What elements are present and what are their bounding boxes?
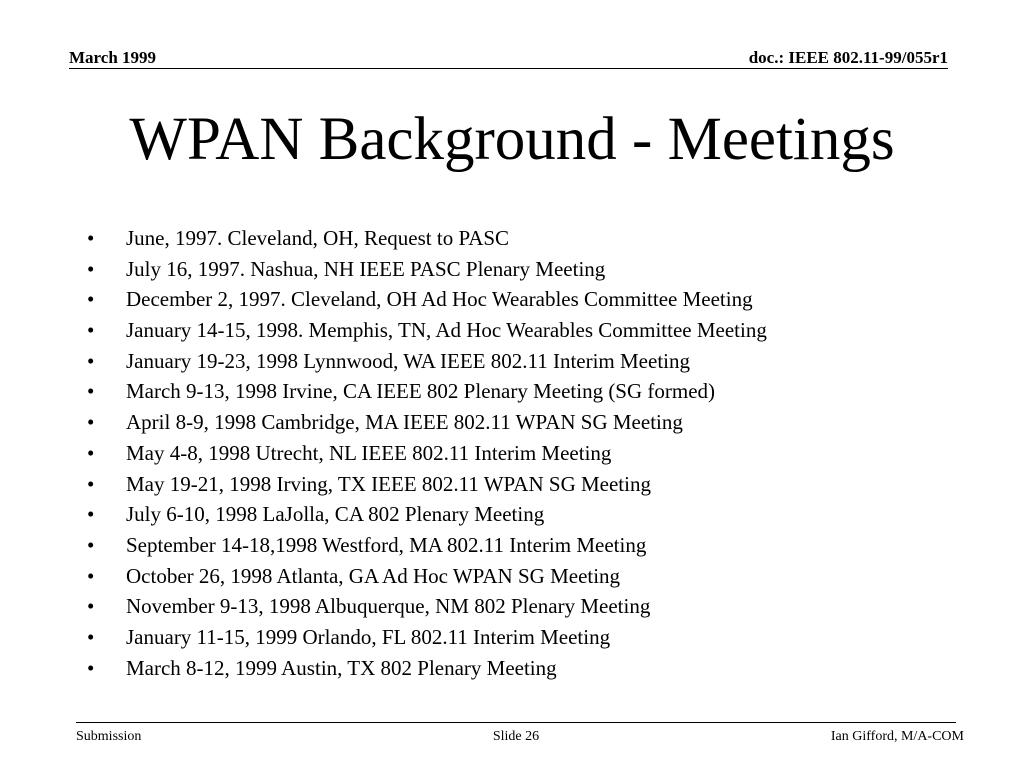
meeting-list-item — [87, 284, 767, 315]
meeting-text: January 11-15, 1999 Orlando, FL 802.11 Interim Meeting — [126, 624, 611, 649]
meeting-text: October 26, 1998 Atlanta, GA Ad Hoc WPAN SG Meeting — [126, 563, 621, 588]
footer-slide-number: Slide 26 — [492, 729, 540, 744]
bullet-icon: • — [87, 256, 95, 281]
meeting-text: November 9-13, 1998 Albuquerque, NM 802 Plenary Meeting — [126, 594, 651, 619]
meeting-list-item — [87, 254, 767, 285]
bullet-icon: • — [87, 287, 95, 312]
bullet-icon: • — [87, 594, 95, 619]
meeting-text: March 9-13, 1998 Irvine, CA IEEE 802 Plenary Meeting (SG formed) — [126, 379, 716, 404]
meeting-list-item — [87, 376, 767, 407]
bullet-icon: • — [87, 655, 95, 680]
bullet-icon: • — [87, 440, 95, 465]
bullet-icon: • — [87, 348, 95, 373]
meeting-list-item — [87, 530, 767, 561]
meeting-list-item — [87, 591, 767, 622]
meeting-list-item — [87, 622, 767, 653]
bullet-icon: • — [87, 379, 95, 404]
bullet-icon: • — [87, 318, 95, 343]
meeting-list-item — [87, 223, 767, 254]
meeting-list-item — [87, 438, 767, 469]
meeting-list-item — [87, 469, 767, 500]
meeting-list-item — [87, 561, 767, 592]
bullet-icon: • — [87, 624, 95, 649]
header-date: March 1999 — [69, 48, 157, 67]
meeting-list-item — [87, 346, 767, 377]
bullet-icon: • — [87, 502, 95, 527]
bullet-icon: • — [87, 226, 95, 250]
bullet-icon: • — [87, 471, 95, 496]
meeting-list-item — [87, 499, 767, 530]
meeting-text: January 14-15, 1998. Memphis, TN, Ad Hoc Wearables Committee Meeting — [126, 318, 767, 343]
meeting-text: June, 1997. Cleveland, OH, Request to PASC — [126, 226, 510, 250]
meeting-list — [87, 223, 767, 683]
header-doc-id: doc.: IEEE 802.11-99/055r1 — [748, 48, 948, 67]
meeting-text: April 8-9, 1998 Cambridge, MA IEEE 802.11 WPAN SG Meeting — [126, 410, 683, 435]
footer-divider — [76, 722, 956, 723]
header-divider — [69, 68, 948, 69]
meeting-list-item — [87, 653, 767, 684]
meeting-text: July 6-10, 1998 LaJolla, CA 802 Plenary Meeting — [126, 502, 545, 527]
meeting-text: September 14-18,1998 Westford, MA 802.11 Interim Meeting — [126, 532, 647, 557]
meeting-text: May 19-21, 1998 Irving, TX IEEE 802.11 WPAN SG Meeting — [126, 471, 651, 496]
meeting-text: May 4-8, 1998 Utrecht, NL IEEE 802.11 Interim Meeting — [126, 440, 612, 465]
bullet-icon: • — [87, 563, 95, 588]
meeting-text: December 2, 1997. Cleveland, OH Ad Hoc Wearables Committee Meeting — [126, 287, 753, 312]
bullet-icon: • — [87, 410, 95, 435]
meeting-text: March 8-12, 1999 Austin, TX 802 Plenary Meeting — [126, 655, 557, 680]
footer-author: Ian Gifford, M/A-COM — [830, 729, 964, 744]
meeting-list-item — [87, 315, 767, 346]
bullet-icon: • — [87, 532, 95, 557]
meeting-text: July 16, 1997. Nashua, NH IEEE PASC Plenary Meeting — [126, 256, 606, 281]
meeting-text: January 19-23, 1998 Lynnwood, WA IEEE 802.11 Interim Meeting — [126, 348, 690, 373]
meeting-list-item — [87, 407, 767, 438]
slide-title: WPAN Background - Meetings — [129, 106, 895, 173]
footer-submission: Submission — [76, 729, 142, 744]
